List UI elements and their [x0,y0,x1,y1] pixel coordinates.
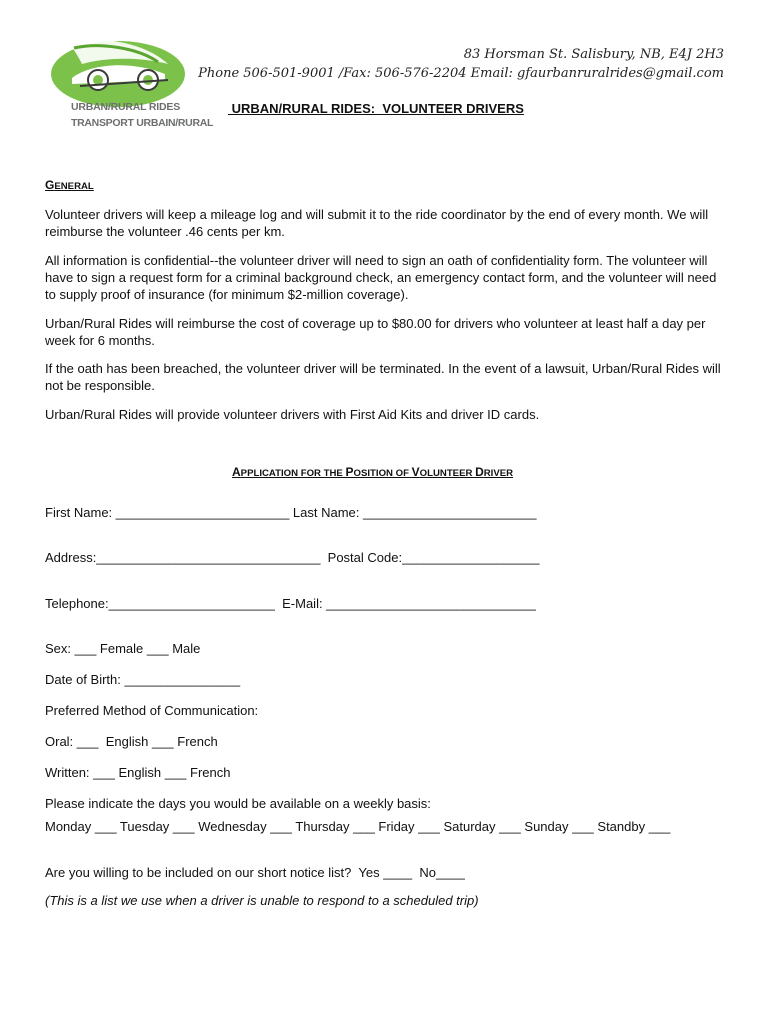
general-paragraph-1: Volunteer drivers will keep a mileage log and will submit it to the ride coordinator by the end of every month. We will reimburse the volunteer .46 cents per km. [45,207,709,239]
date-of-birth-field[interactable]: Date of Birth: ________________ [45,672,241,687]
general-paragraph-4: If the oath has been breached, the volunteer driver will be terminated. In the event of a lawsuit, Urban/Rural Rides will not be responsible. [45,361,721,393]
preferred-communication-label: Preferred Method of Communication: [45,703,259,718]
general-paragraph-3: Urban/Rural Rides will reimburse the cost of coverage up to $80.00 for drivers who volunteer at least half a day per week for 6 months. [45,316,706,348]
availability-prompt: Please indicate the days you would be available on a weekly basis: [45,796,431,811]
general-paragraph-2: All information is confidential--the volunteer driver will need to sign an oath of confidentiality form. The volunteer will have to sign a request form for a criminal background check, an emergency contact form, and the volunteer will need to supply proof of insurance (for minimum $2-million coverage). [45,253,717,302]
page-title: URBAN/RURAL RIDES: VOLUNTEER DRIVERS [228,101,524,116]
general-heading: GENERAL [45,178,94,192]
application-heading: APPLICATION FOR THE POSITION OF VOLUNTEER DRIVER [232,465,514,479]
header-address: 83 Horsman St. Salisbury, NB, E4J 2H3 [463,47,724,62]
header-contact: Phone 506-501-9001 /Fax: 506-576-2204 Email: gfaurbanruralrides@gmail.com [198,66,724,81]
general-paragraph-5: Urban/Rural Rides will provide volunteer drivers with First Aid Kits and driver ID cards. [45,407,540,422]
sex-field[interactable]: Sex: ___ Female ___ Male [45,641,201,656]
logo-text-line2: TRANSPORT URBAIN/RURAL [71,117,214,129]
short-notice-note: (This is a list we use when a driver is unable to respond to a scheduled trip) [45,893,479,908]
short-notice-field[interactable]: Are you willing to be included on our short notice list? Yes ____ No____ [45,865,465,880]
name-fields[interactable]: First Name: ________________________ Last Name: ________________________ [45,505,537,520]
telephone-email-fields[interactable]: Telephone:_______________________ E-Mail: _____________________________ [45,596,536,611]
availability-days-field[interactable]: Monday ___ Tuesday ___ Wednesday ___ Thursday ___ Friday ___ Saturday ___ Sunday ___ Standby ___ [45,819,671,834]
logo-text-line1: URBAN/RURAL RIDES [71,101,180,113]
oral-language-field[interactable]: Oral: ___ English ___ French [45,734,218,749]
written-language-field[interactable]: Written: ___ English ___ French [45,765,231,780]
address-fields[interactable]: Address:_______________________________ Postal Code:___________________ [45,550,540,565]
